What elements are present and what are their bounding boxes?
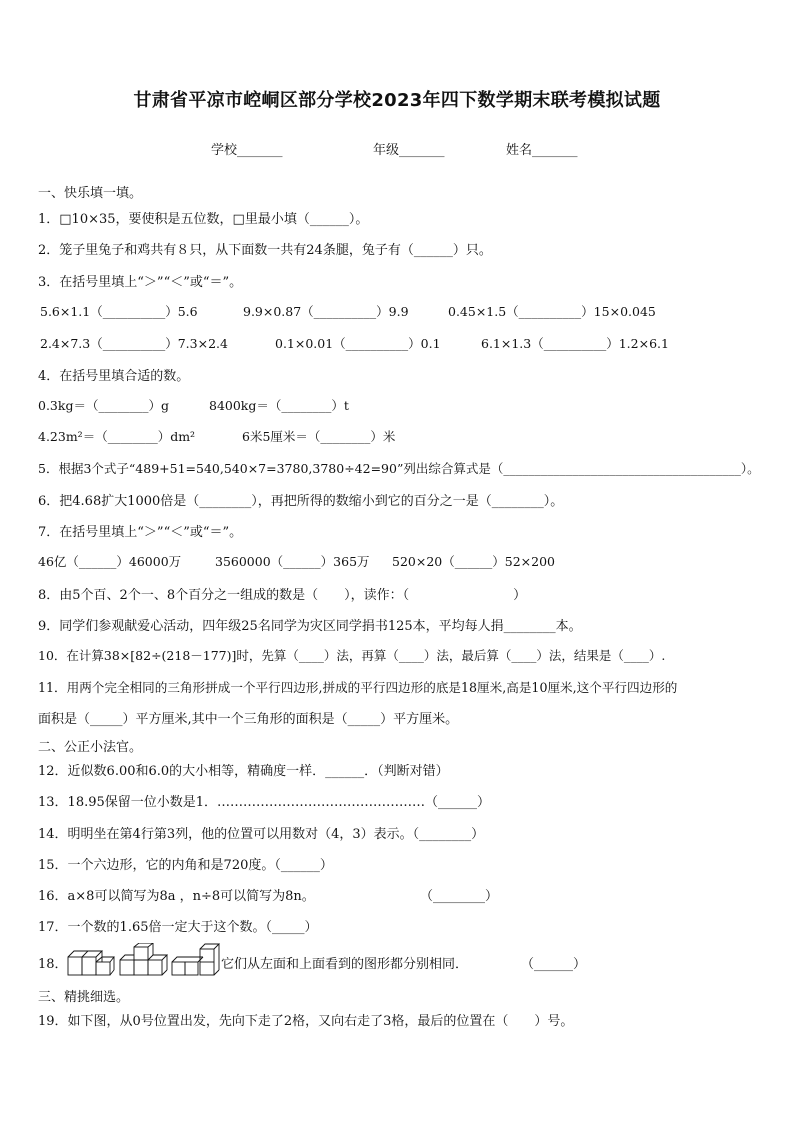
page-title: 甘肃省平凉市崆峒区部分学校2023年四下数学期末联考模拟试题 [133,90,661,111]
question-16-blank: （________） [420,889,499,904]
school-field[interactable]: 学校_______ [211,143,283,158]
question-18-number: 18． [38,957,68,972]
section-1-heading: 一、快乐填一填。 [38,186,143,201]
q4-expr-3: 4.23m²＝（________）dm² [38,429,196,444]
section-2-heading: 二、公正小法官。 [38,740,143,755]
question-11-line-2: 面积是（_____）平方厘米,其中一个三角形的面积是（_____）平方厘米。 [38,712,459,727]
q4-expr-2: 8400kg＝（________）t [209,398,349,413]
question-18-text: 它们从左面和上面看到的图形都分别相同． [221,957,469,972]
grade-field[interactable]: 年级_______ [373,143,445,158]
question-13: 13．18.95保留一位小数是1．…………………………………………（______） [38,795,491,810]
question-3: 3．在括号里填上“＞”“＜”或“＝”。 [38,275,243,290]
q3-expr-4: 2.4×7.3（__________）7.3×2.4 [40,336,228,351]
q4-expr-1: 0.3kg＝（________）g [38,398,169,413]
question-17: 17．一个数的1.65倍一定大于这个数。（_____） [38,920,318,935]
question-14: 14．明明坐在第4行第3列，他的位置可以用数对（4，3）表示。（________） [38,827,485,842]
question-18-blank: （______） [521,957,587,972]
q4-expr-4: 6米5厘米＝（________）米 [242,429,396,444]
question-9: 9．同学们参观献爱心活动，四年级25名同学为灾区同学捐书125本，平均每人捐________本。 [38,619,582,634]
q3-expr-6: 6.1×1.3（__________）1.2×6.1 [481,336,669,351]
question-19: 19．如下图，从0号位置出发，先向下走了2格，又向右走了3格，最后的位置在（ ）号。 [38,1014,574,1029]
cube-figure-2-icon [118,943,168,977]
q7-expr-1: 46亿（______）46000万 [38,554,182,569]
question-11-line-1: 11．用两个完全相同的三角形拼成一个平行四边形,拼成的平行四边形的底是18厘米,高是10厘米,这个平行四边形的 [38,680,678,695]
question-2: 2．笼子里兔子和鸡共有８只，从下面数一共有24条腿，兔子有（______）只。 [38,243,492,258]
question-7: 7．在括号里填上“＞”“＜”或“＝”。 [38,525,243,540]
q7-expr-3: 520×20（______）52×200 [392,554,555,569]
cube-figure-3-icon [170,943,220,977]
name-field[interactable]: 姓名_______ [506,143,578,158]
question-10: 10．在计算38×[82÷(218－177)]时，先算（____）法，再算（____）法，最后算（____）法，结果是（____）. [38,648,666,663]
section-3-heading: 三、精挑细选。 [38,990,130,1005]
question-16: 16．a×8可以简写为8a ，n÷8可以简写为8n。 [38,889,315,904]
question-1: 1．□10×35，要使积是五位数，□里最小填（______）。 [38,212,369,227]
question-8: 8．由5个百、2个一、8个百分之一组成的数是（ ），读作：（ ） [38,588,527,603]
q3-expr-3: 0.45×1.5（__________）15×0.045 [448,304,656,319]
q3-expr-5: 0.1×0.01（__________）0.1 [275,336,441,351]
question-4: 4．在括号里填合适的数。 [38,369,190,384]
question-15: 15．一个六边形，它的内角和是720度。（______） [38,858,333,873]
q7-expr-2: 3560000（______）365万 [215,554,370,569]
q3-expr-1: 5.6×1.1（__________）5.6 [40,304,198,319]
question-6: 6．把4.68扩大1000倍是（________），再把所得的数缩小到它的百分之一是（________）。 [38,494,564,509]
q3-expr-2: 9.9×0.87（__________）9.9 [243,304,409,319]
question-12: 12．近似数6.00和6.0的大小相等，精确度一样．______．（判断对错） [38,764,449,779]
question-5: 5．根据3个式子“489+51=540,540×7=3780,3780÷42=90”列出综合算式是（______________________________________）。 [38,461,760,476]
cube-figure-1-icon [66,943,116,977]
